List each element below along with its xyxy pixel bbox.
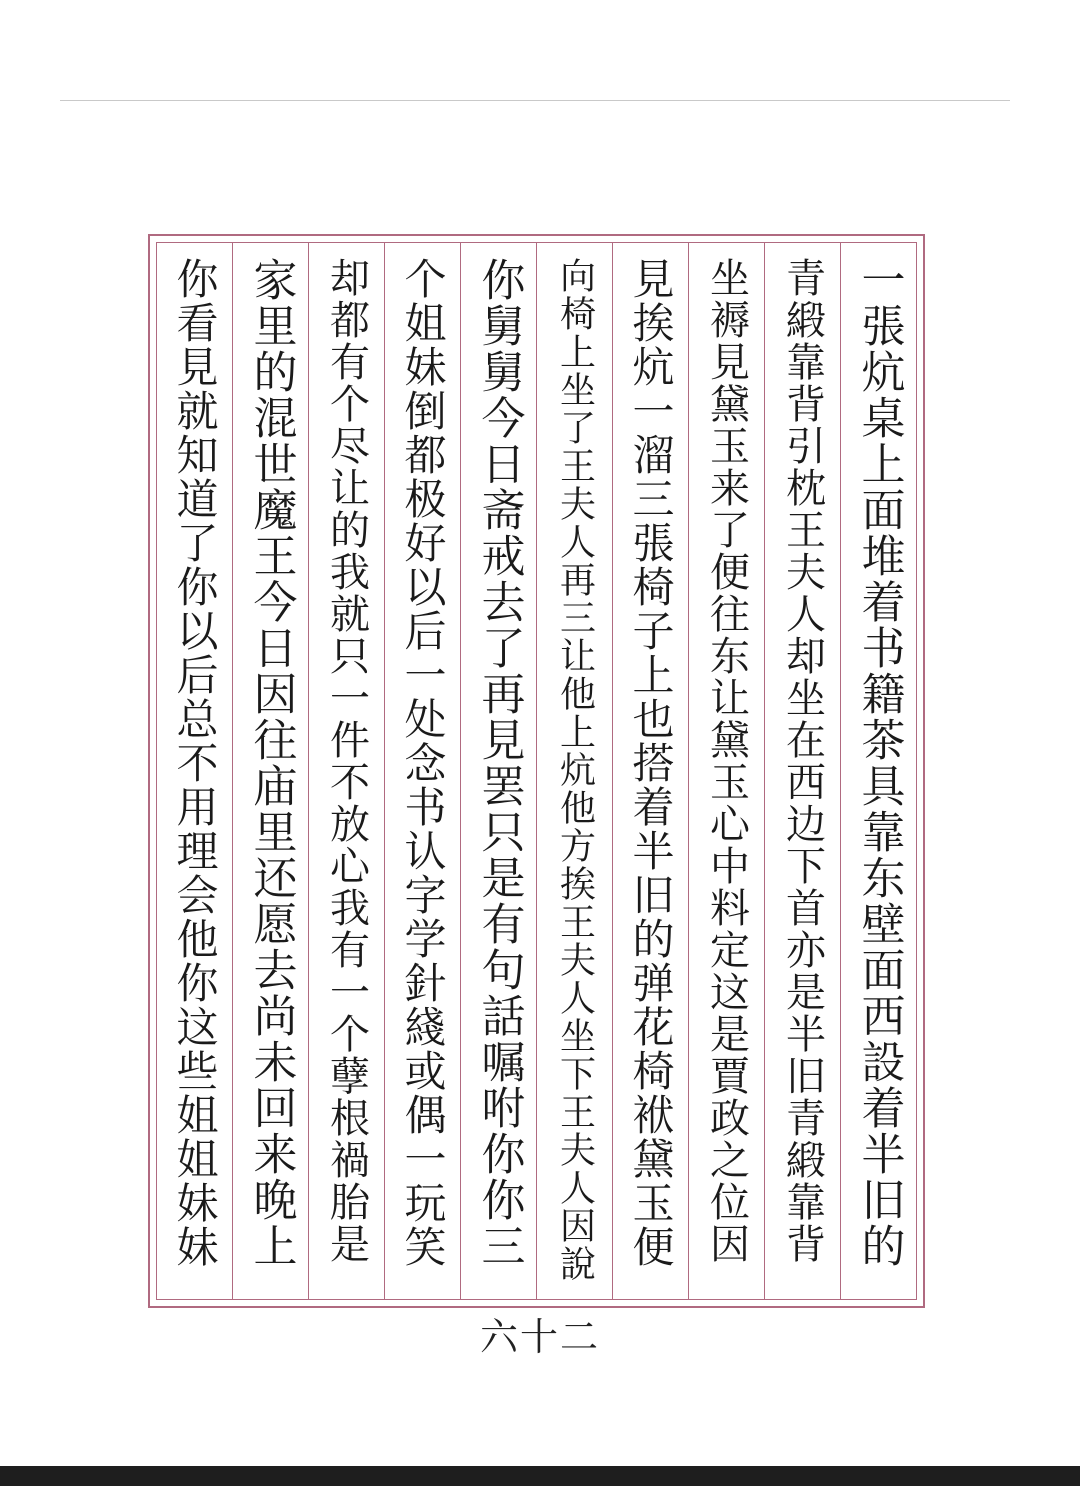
column-text: 見挨炕一溜三張椅子上也搭着半旧的弹花椅袱黛玉便 [626,257,676,1269]
text-column-8 [308,243,384,1299]
text-column-4 [612,243,688,1299]
column-text: 你舅舅今日斋戒去了再見罢只是有句話嘱咐你你三 [473,257,525,1269]
column-text: 家里的混世魔王今日因往庙里还愿去尚未回来晚上 [245,257,297,1269]
text-column-1 [840,243,916,1299]
column-text: 青緞靠背引枕王夫人却坐在西边下首亦是半旧青緞靠背 [779,257,826,1265]
column-text: 向椅上坐了王夫人再三让他上炕他方挨王夫人坐下王夫人因說 [554,257,596,1283]
text-column-9 [232,243,308,1299]
page-number: 六十二 [479,1315,600,1359]
column-text: 坐褥見黛玉来了便往东让黛玉心中料定这是賈政之位因 [703,257,750,1265]
column-text: 却都有个尽让的我就只一件不放心我有一个孽根禍胎是 [323,257,370,1265]
text-column-2 [764,243,840,1299]
manuscript-grid [156,242,917,1300]
column-text: 一張炕桌上面堆着书籍茶具靠东壁面西設着半旧的 [853,257,905,1269]
text-column-3 [688,243,764,1299]
text-column-7 [384,243,460,1299]
header-rule [60,100,1010,101]
scan-edge [0,1466,1080,1486]
column-text: 个姐妹倒都极好以后一处念书认字学針綫或偶一玩笑 [398,257,448,1269]
text-column-6 [460,243,536,1299]
text-column-5 [536,243,612,1299]
text-column-10 [157,243,232,1299]
column-text: 你看見就知道了你以后总不用理会他你这些姐姐妹妹 [170,257,220,1269]
